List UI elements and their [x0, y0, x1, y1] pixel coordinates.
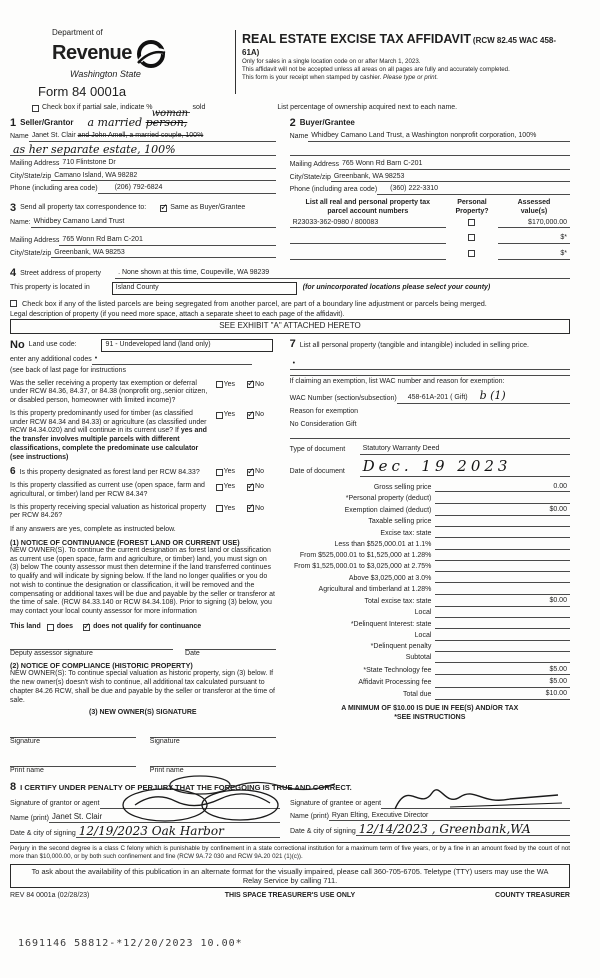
- wac-number-field[interactable]: [397, 389, 570, 404]
- s5q1-yes-checkbox[interactable]: [216, 381, 223, 388]
- grantor-sig-label: Signature of grantor or agent: [10, 799, 100, 807]
- tax-value-2[interactable]: [435, 506, 570, 516]
- seller-name-field[interactable]: [29, 132, 276, 142]
- corr-mailing-value: 765 Wonn Rd Barn C-201: [62, 235, 143, 243]
- new-owner-print-field-2[interactable]: [150, 759, 276, 767]
- legal-description-value: SEE EXHIBIT "A" ATTACHED HERETO: [219, 321, 361, 331]
- street-address-field[interactable]: [115, 269, 570, 279]
- new-owner-signature-field-2[interactable]: [150, 730, 276, 738]
- tax-label-5: Less than $525,000.01 at 1.1%: [334, 540, 432, 548]
- see-back-note: (see back of last page for instructions: [10, 366, 126, 374]
- seller-name-label: Name: [10, 133, 29, 140]
- parcel-row: [290, 234, 570, 244]
- timber-q-part1: Is this property predominantly used for timber (as classified under RCW 84.34 and 84.33) or agriculture (as classified under RCW 84.34.020) and will continue in its current use? If: [10, 409, 207, 435]
- segregated-label: Check box if any of the listed parcels are being segregated from another parcel, are part of a boundary line adjustment or parcels being merged.: [22, 298, 487, 308]
- legal-description-box[interactable]: [10, 319, 570, 334]
- s6q3-yes-label: Yes: [223, 504, 236, 512]
- section7-number: 7: [289, 338, 296, 351]
- buyer-name-value: Whidbey Camano Land Trust, a Washington nonprofit corporation, 100%: [311, 132, 537, 139]
- wac-handwritten-subsection: b (1): [479, 388, 506, 402]
- grantee-date-label: Date & city of signing: [290, 827, 356, 835]
- seller-separate-estate-field[interactable]: [10, 144, 276, 156]
- parcel-row: [290, 250, 570, 260]
- tax-value-16[interactable]: [435, 666, 570, 676]
- section5-number: No: [10, 339, 25, 352]
- seller-hw-person-struck: person,: [145, 116, 188, 130]
- tax-value-5[interactable]: [435, 542, 570, 550]
- tax-value-3[interactable]: [435, 519, 570, 527]
- tax-value-12[interactable]: [435, 621, 570, 629]
- tax-label-9: Agricultural and timberland at 1.28%: [318, 585, 432, 593]
- grantor-date-label: Date & city of signing: [10, 829, 76, 837]
- seller-handwritten-annotation: [87, 108, 189, 130]
- reason-divider: [290, 438, 570, 439]
- seller-phone-field[interactable]: [98, 184, 276, 194]
- parcel-number-field[interactable]: [290, 219, 446, 229]
- deputy-date-label: Date: [185, 649, 200, 657]
- grantee-signature-field[interactable]: [381, 797, 570, 809]
- buyer-name-field[interactable]: [308, 132, 570, 142]
- grantor-date-handwritten: 12/19/2023 Oak Harbor: [78, 824, 224, 839]
- washington-state-label: Washington State: [70, 68, 141, 79]
- grantee-sig-label: Signature of grantee or agent: [290, 799, 382, 807]
- parcel-col3-line1: Assessed: [517, 199, 551, 206]
- tax-label-16: *State Technology fee: [363, 666, 432, 674]
- tax-label-12: *Delinquent Interest: state: [350, 620, 432, 628]
- ownership-note: List percentage of ownership acquired next to each name.: [277, 104, 458, 112]
- tax-label-18: Total due: [402, 691, 432, 699]
- notice2-body: NEW OWNER(S): To continue special valuation as historic property, sign (3) below. If the new owner(s) doesn't wish to continue, all additional tax calculated pursuant to chapter 84.26 RCW, shall be due and payable by the seller or transferor at the time of sale.: [10, 670, 275, 704]
- new-owner-signature-title: (3) NEW OWNER(S) SIGNATURE: [89, 709, 197, 717]
- tax-value-7[interactable]: [435, 564, 570, 572]
- buyer-mailing-value: 765 Wonn Rd Barn C-201: [342, 159, 423, 167]
- tax-label-4: Excise tax: state: [380, 529, 432, 537]
- section2-heading: Buyer/Grantee: [299, 118, 355, 127]
- dept-of-label: Department of: [52, 28, 103, 37]
- form-title-rcw: (RCW 82.45 WAC 458-61A): [242, 36, 557, 57]
- grantor-name-label: Name (print): [10, 814, 49, 822]
- s6q1-no-label: No: [255, 468, 264, 476]
- grantee-date-handwritten: 12/14/2023 , Greenbank,WA: [358, 822, 531, 837]
- county-treasurer-label: COUNTY TREASURER: [495, 892, 570, 900]
- buyer-phone-field[interactable]: [377, 185, 570, 195]
- parcel-table: [290, 199, 570, 260]
- cashier-stamp-line: 1691146 58812-*12/20/2023 10.00*: [18, 937, 243, 949]
- segregated-checkbox[interactable]: [10, 300, 17, 307]
- tax-amount-0: 0.00: [553, 482, 567, 490]
- tax-label-10: Total excise tax: state: [364, 598, 432, 606]
- tax-label-11: Local: [414, 609, 432, 617]
- seller-mailing-label: Mailing Address: [10, 159, 60, 167]
- s5q2-no-checkbox[interactable]: [247, 412, 254, 419]
- grantee-name-label: Name (print): [290, 812, 329, 820]
- personal-property-checkbox-1[interactable]: [468, 219, 475, 226]
- this-land-label: This land: [10, 622, 41, 630]
- signature-label-2: Signature: [149, 738, 180, 746]
- parcel-col3-header: [498, 199, 570, 217]
- alt-format-box: [10, 864, 570, 889]
- seller-hw-prefix: a married: [87, 116, 143, 130]
- section3-label: Send all property tax correspondence to:: [20, 204, 147, 212]
- grantor-date-field[interactable]: [76, 825, 280, 838]
- seller-city-value: Camano Island, WA 98282: [54, 171, 138, 179]
- located-in-note: (for unincorporated locations please select your county): [302, 283, 491, 291]
- tax-value-14[interactable]: [435, 644, 570, 652]
- tax-amount-10: $0.00: [549, 597, 567, 605]
- same-as-buyer-label: Same as Buyer/Grantee: [170, 204, 246, 212]
- grantor-name-field[interactable]: [49, 812, 280, 824]
- buyer-name-extra-line[interactable]: [290, 148, 570, 156]
- header-note-2: This affidavit will not be accepted unless all areas on all pages are fully and accurately completed.: [242, 66, 510, 74]
- header-note-1: Only for sales in a single location code on or after March 1, 2023.: [242, 58, 421, 66]
- legal-description-label: Legal description of property (if you need more space, attach a separate sheet to each page of the affidavit).: [10, 310, 345, 318]
- doc-type-field[interactable]: [360, 445, 570, 455]
- s6q3-no-checkbox[interactable]: [247, 505, 254, 512]
- grantee-date-field[interactable]: [356, 823, 570, 836]
- deputy-assessor-signature-field[interactable]: [10, 642, 173, 650]
- seller-hw-woman: woman: [151, 108, 189, 120]
- land-use-label: Land use code:: [28, 341, 77, 349]
- personal-property-checkbox-3[interactable]: [468, 250, 475, 257]
- tax-label-0: Gross selling price: [373, 483, 432, 491]
- s6q3-yes-checkbox[interactable]: [216, 505, 223, 512]
- additional-codes-label: enter any additional codes: [10, 356, 92, 364]
- parcel-number-field-3[interactable]: [290, 252, 446, 260]
- corr-name-field[interactable]: [31, 218, 276, 228]
- exemption-note: If claiming an exemption, list WAC number and reason for exemption:: [290, 375, 570, 387]
- notice1-body: NEW OWNER(S). To continue the current designation as forest land or classification as current use (open space, farm and agriculture, or timber) land, you must sign on (3) below The county assessor must then determine if the land transferred continues to qualify and will indicate by signing below. If the land no longer qualifies or you do not wish to continue the designation or classification, it will be removed and the compensating or additional taxes will be due and payable by the seller or transferor at the time of sale. (RCW 84.33.140 or RCW 84.34.108). Prior to signing (3) below, you may contact your local county assessor for more information: [10, 546, 275, 616]
- tax-value-6[interactable]: [435, 553, 570, 561]
- personal-property-field[interactable]: •: [290, 360, 570, 370]
- notice1-title: (1) NOTICE OF CONTINUANCE (FOREST LAND OR CURRENT USE): [10, 537, 240, 547]
- tax-label-3: Taxable selling price: [368, 518, 432, 526]
- tax-amount-2: $0.00: [549, 506, 567, 514]
- wac-number-label: WAC Number (section/subsection): [289, 394, 397, 402]
- partial-sale-sold-label: sold: [192, 104, 206, 112]
- s6q2-no-checkbox[interactable]: [247, 484, 254, 491]
- rev-form-id: REV 84 0001a (02/28/23): [10, 892, 90, 900]
- partial-sale-checkbox[interactable]: [32, 105, 39, 112]
- section4-number: 4: [10, 266, 17, 279]
- dor-swirl-logo-icon: [134, 39, 168, 69]
- section8-number: 8: [10, 780, 17, 793]
- buyer-phone-value: (360) 222-3310: [390, 185, 439, 193]
- tax-value-8[interactable]: [435, 575, 570, 583]
- buyer-city-label: City/State/zip: [289, 173, 331, 181]
- does-qualify-checkbox[interactable]: [47, 624, 54, 631]
- alt-format-text: To ask about the availability of this publication in an alternate format for the visually impaired, please call 360-705-6705. Teletype (TTY) users may use the WA Relay Service by calling 711.: [31, 866, 549, 886]
- tax-value-11[interactable]: [435, 610, 570, 618]
- form-title: REAL ESTATE EXCISE TAX AFFIDAVIT: [242, 32, 471, 46]
- if-yes-note: If any answers are yes, complete as instructed below.: [10, 526, 176, 534]
- grantor-signature-field[interactable]: [100, 797, 280, 809]
- land-use-value: 91 - Undeveloped land (land only): [105, 341, 211, 349]
- revenue-wordmark: Revenue: [52, 42, 132, 65]
- grantee-name-value: Ryan Elting, Executive Director: [331, 811, 429, 819]
- land-use-select[interactable]: [101, 339, 273, 352]
- parcel-number-field-2[interactable]: [290, 236, 446, 244]
- s6q1-no-checkbox[interactable]: [247, 469, 254, 476]
- parcel-col2-line1: Personal: [457, 199, 487, 206]
- section1-heading: Seller/Grantor: [20, 118, 74, 127]
- corr-mailing-label: Mailing Address: [10, 236, 60, 244]
- assessed-value-1: $170,000.00: [528, 218, 567, 226]
- corr-name-value: Whidbey Camano Land Trust: [33, 218, 125, 225]
- buyer-mailing-label: Mailing Address: [289, 160, 340, 168]
- parcel-col1-line1: List all real and personal property tax: [305, 199, 431, 206]
- s5q1-yes-label: Yes: [223, 380, 236, 388]
- additional-codes-field[interactable]: •: [92, 355, 252, 365]
- seller-city-label: City/State/zip: [10, 172, 52, 180]
- tax-label-7: From $1,525,000.01 to $3,025,000 at 2.75%: [294, 563, 432, 571]
- tax-label-14: *Delinquent penalty: [370, 643, 432, 651]
- doc-type-value: Statutory Warranty Deed: [362, 445, 440, 453]
- tax-value-1[interactable]: [435, 496, 570, 504]
- print-name-label-2: Print name: [149, 766, 184, 774]
- tax-value-9[interactable]: [435, 587, 570, 595]
- certify-statement: I CERTIFY UNDER PENALTY OF PERJURY THAT THE FOREGOING IS TRUE AND CORRECT.: [20, 783, 352, 793]
- parcel-col2-header: [446, 199, 498, 217]
- tax-label-13: Local: [414, 631, 432, 639]
- tax-value-15[interactable]: [435, 655, 570, 663]
- exemption-deferral-question: Was the seller receiving a property tax exemption or deferral under RCW 84.36, 84.37, or 84.38 (nonprofit org.,senior citizen, or disabled person, homeowner with limited income)?: [10, 379, 208, 405]
- same-as-buyer-checkbox[interactable]: [160, 205, 167, 212]
- tax-label-1: *Personal property (deduct): [345, 494, 432, 502]
- tax-amount-18: $10.00: [545, 690, 567, 698]
- header-divider: [235, 30, 236, 94]
- street-address-label: Street address of property: [20, 270, 102, 277]
- located-in-label: This property is located in: [10, 283, 90, 291]
- parcel-row: [290, 219, 570, 229]
- does-not-qualify-label: does not qualify for continuance: [93, 622, 202, 630]
- deputy-assessor-signature-label: Deputy assessor signature: [10, 649, 93, 657]
- signature-label-1: Signature: [10, 738, 40, 746]
- forest-land-question: [10, 467, 214, 478]
- tax-label-2: Exemption claimed (deduct): [344, 507, 432, 515]
- corr-city-label: City/State/zip: [10, 249, 52, 257]
- header-note-3-text: This form is your receipt when stamped by cashier.: [242, 73, 382, 81]
- historical-property-question: Is this property receiving special valuation as historical property per RCW 84.26?: [10, 503, 207, 520]
- corr-city-value: Greenbank, WA 98253: [54, 248, 125, 256]
- tax-value-17[interactable]: [435, 678, 570, 688]
- corr-mailing-field[interactable]: [59, 236, 275, 246]
- grantor-name-value: Janet St. Clair: [51, 811, 103, 821]
- s6q3-no-label: No: [255, 504, 264, 512]
- forest-land-question-text: Is this property designated as forest land per RCW 84.33?: [19, 469, 200, 477]
- assessed-value-2: $*: [560, 234, 567, 242]
- current-use-question: Is this property classified as current use (open space, farm and agricultural, or timber) land per RCW 84.34?: [10, 482, 205, 498]
- parcel-col1-line2: parcel account numbers: [327, 207, 409, 215]
- see-instructions-note: *SEE INSTRUCTIONS: [394, 713, 466, 721]
- corr-name-label: Name:: [10, 219, 31, 226]
- buyer-city-value: Greenbank, WA 98253: [333, 172, 405, 180]
- s6q1-yes-label: Yes: [223, 468, 236, 476]
- new-owner-print-field-1[interactable]: [10, 759, 136, 767]
- notice2-title: (2) NOTICE OF COMPLIANCE (HISTORIC PROPERTY): [10, 661, 193, 671]
- s6q2-yes-label: Yes: [223, 483, 236, 491]
- section2-number: 2: [289, 116, 296, 129]
- s5q2-yes-checkbox[interactable]: [216, 412, 223, 419]
- parcel-col1-header: [290, 199, 446, 217]
- tax-value-18[interactable]: [435, 690, 570, 700]
- seller-phone-label: Phone (including area code): [10, 185, 98, 193]
- personal-property-intro: List all personal property (tangible and intangible) included in selling price.: [299, 341, 529, 349]
- s5q1-no-checkbox[interactable]: [247, 381, 254, 388]
- seller-name-value: Janet St. Clair: [31, 132, 76, 139]
- tax-value-13[interactable]: [435, 633, 570, 641]
- tax-value-0[interactable]: [435, 483, 570, 493]
- assessed-value-field-3[interactable]: [498, 250, 570, 260]
- s6q1-yes-checkbox[interactable]: [216, 469, 223, 476]
- tax-amount-17: $5.00: [549, 677, 567, 685]
- section3-number: 3: [10, 202, 17, 214]
- doc-type-label: Type of document: [289, 446, 346, 454]
- section6-number: 6: [10, 466, 16, 478]
- form-header: [10, 28, 570, 100]
- buyer-city-field[interactable]: [331, 173, 570, 183]
- header-note-3: [242, 74, 570, 82]
- header-note-3-italic: Please type or print.: [383, 73, 439, 81]
- buyer-mailing-field[interactable]: [339, 160, 570, 170]
- parcel-col2-line2: Property?: [455, 207, 489, 215]
- tax-value-10[interactable]: [435, 597, 570, 607]
- street-address-value: . None shown at this time, Coupeville, WA 98239: [118, 269, 270, 276]
- seller-mailing-value: 710 Flintstone Dr: [62, 158, 116, 166]
- wac-number-value: 458-61A-201 ( Gift): [407, 393, 468, 401]
- s6q2-yes-checkbox[interactable]: [216, 484, 223, 491]
- s5q2-yes-label: Yes: [223, 410, 236, 418]
- does-label: does: [56, 622, 74, 630]
- does-not-qualify-checkbox[interactable]: [83, 624, 90, 631]
- corr-city-field[interactable]: [51, 249, 275, 259]
- form-number: Form 84 0001a: [38, 84, 127, 99]
- tax-amount-16: $5.00: [549, 665, 567, 673]
- print-name-label-1: Print name: [10, 766, 44, 774]
- seller-name-struck: and John Amell, a married couple, 100%: [77, 132, 204, 139]
- assessed-value-field-2[interactable]: [498, 234, 570, 244]
- seller-city-field[interactable]: [51, 172, 275, 182]
- s5q2-no-label: No: [255, 410, 264, 418]
- doc-date-handwritten: Dec. 19 2023: [362, 456, 512, 475]
- tax-value-4[interactable]: [435, 530, 570, 538]
- parcel-col3-line2: value(s): [520, 207, 548, 215]
- seller-separate-estate-hw: as her separate estate, 100%: [13, 142, 176, 156]
- assessed-value-field[interactable]: [498, 219, 570, 229]
- partial-sale-label: Check box if partial sale, indicate %: [42, 104, 153, 112]
- treasurer-space-label: THIS SPACE TREASURER'S USE ONLY: [224, 892, 356, 900]
- county-value: Island County: [115, 283, 159, 291]
- tax-label-6: From $525,000.01 to $1,525,000 at 1.28%: [299, 552, 432, 560]
- assessed-value-3: $*: [560, 250, 567, 257]
- deputy-date-field[interactable]: [185, 642, 276, 650]
- seller-phone-value: (206) 792-6824: [114, 184, 163, 192]
- doc-date-label: Date of document: [289, 467, 345, 475]
- tax-label-15: Subtotal: [405, 654, 432, 662]
- seller-mailing-field[interactable]: [59, 159, 275, 169]
- minimum-due-note: A MINIMUM OF $10.00 IS DUE IN FEE(S) AND/OR TAX: [341, 704, 519, 712]
- s5q1-no-label: No: [255, 380, 264, 388]
- perjury-statement: Perjury in the second degree is a class C felony which is punishable by confinement in a state correctional institution for a maximum term of five years, or by a fine in an amount fixed by the court of not more than $10,000.00, or by both such confinement and fine (RCW 9A.72 030 and RCW 9A.20 021 (1)(c)).: [10, 842, 570, 861]
- tax-label-8: Above $3,025,000 at 3.0%: [348, 574, 432, 582]
- s6q2-no-label: No: [255, 483, 264, 491]
- reason-exemption-value: No Consideration Gift: [289, 421, 357, 429]
- parcel-number-value: R23033-362-0980 / 800083: [292, 218, 379, 226]
- tax-table: [290, 483, 570, 700]
- personal-property-checkbox-2[interactable]: [468, 234, 475, 241]
- tax-label-17: Affidavit Processing fee: [358, 678, 432, 686]
- reason-exemption-label: Reason for exemption: [289, 407, 359, 415]
- timber-agriculture-question: [10, 410, 214, 463]
- county-select[interactable]: [112, 282, 297, 295]
- grantee-name-field[interactable]: [329, 812, 570, 822]
- doc-date-field[interactable]: [360, 457, 570, 477]
- new-owner-signature-field-1[interactable]: [10, 730, 136, 738]
- section1-number: 1: [10, 116, 17, 129]
- buyer-phone-label: Phone (including area code): [289, 186, 378, 194]
- timber-q-part2: yes and the transfer involves multiple parcels with different classifications, complete the predominate use calculator (see instructions): [10, 427, 207, 461]
- buyer-name-label: Name: [289, 133, 309, 140]
